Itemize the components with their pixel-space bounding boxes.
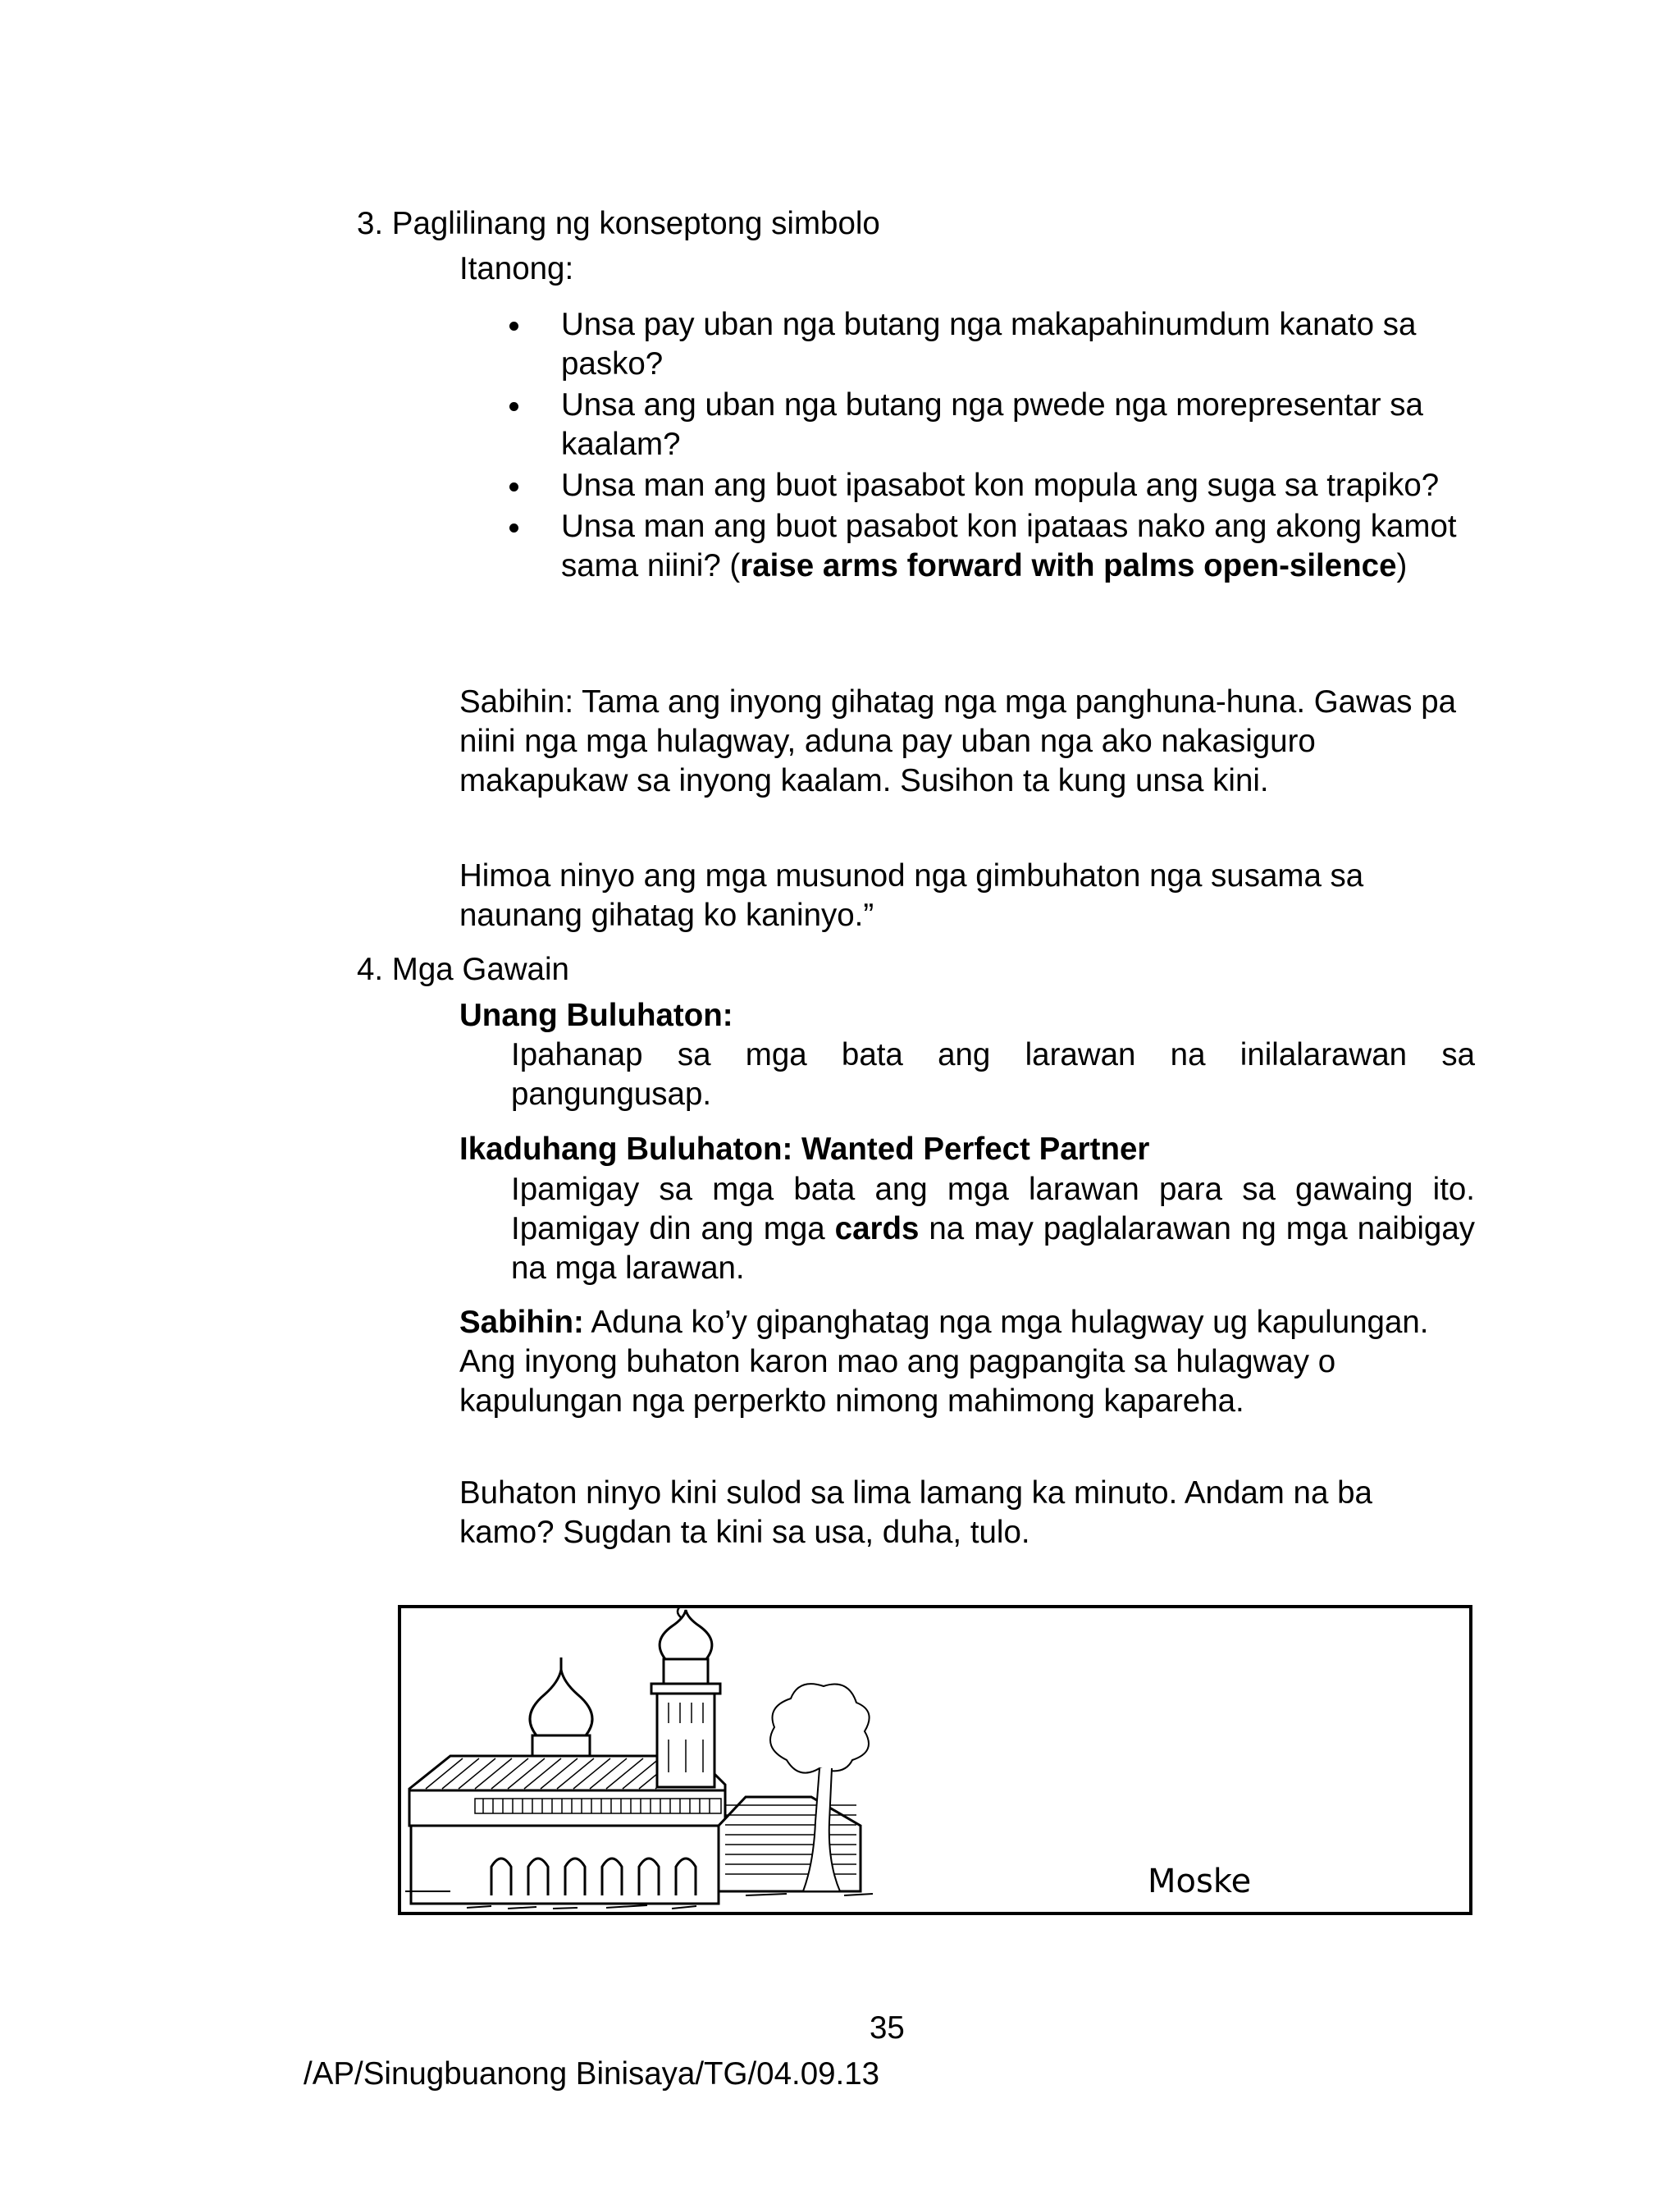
figure-caption: Moske [1148, 1863, 1252, 1900]
document-code: /AP/Sinugbuanong Binisaya/TG/04.09.13 [304, 2056, 880, 2092]
unang-buluhaton-text: Ipahanap sa mga bata ang larawan na inilalarawan sa pangungusap. [511, 1037, 1475, 1112]
bullet-icon [509, 402, 518, 411]
list-item: Unsa man ang buot pasabot kon ipataas nako ang akong kamot sama niini? (raise arms forward with palms open-silence) [459, 507, 1463, 586]
bullet-icon [509, 523, 518, 533]
question-list [459, 305, 1477, 588]
ikaduhang-buluhaton-text: Ipamigay sa mga bata ang mga larawan para sa gawaing ito. Ipamigay din ang mga cards na may paglalarawan ng mga naibigay na mga larawan. [511, 1172, 1475, 1286]
sabihin-paragraph: Sabihin: Tama ang inyong gihatag nga mga panghuna-huna. Gawas pa niini nga mga hulagway, aduna pay uban nga ako nakasiguro makapukaw sa inyong kaalam. Susihon ta kung unsa kini. [459, 684, 1457, 798]
section-4-heading: 4. Mga Gawain [357, 952, 569, 987]
list-item: Unsa man ang buot ipasabot kon mopula ang suga sa trapiko? [459, 466, 1463, 505]
itanong-label: Itanong: [459, 251, 574, 286]
bullet-icon [509, 322, 518, 331]
bullet-icon [509, 482, 518, 491]
figure-box [398, 1605, 1472, 1915]
page-number: 35 [870, 2010, 905, 2046]
himoa-paragraph: Himoa ninyo ang mga musunod nga gimbuhaton nga susama sa naunang gihatag ko kaninyo.” [459, 858, 1364, 933]
buhaton-paragraph: Buhaton ninyo kini sulod sa lima lamang ka minuto. Andam na ba kamo? Sugdan ta kini sa usa, duha, tulo. [459, 1475, 1372, 1550]
unang-buluhaton-title: Unang Buluhaton: [459, 998, 733, 1033]
list-item: Unsa ang uban nga butang nga pwede nga morepresentar sa kaalam? [459, 386, 1463, 464]
list-item: Unsa pay uban nga butang nga makapahinumdum kanato sa pasko? [459, 305, 1463, 384]
ikaduhang-buluhaton-title: Ikaduhang Buluhaton: Wanted Perfect Partner [459, 1132, 1150, 1167]
sabihin-instructions: Sabihin: Aduna ko’y gipanghatag nga mga hulagway ug kapulungan. Ang inyong buhaton karon mao ang pagpangita sa hulagway o kapulungan nga perperkto nimong mahimong kapareha. [459, 1305, 1429, 1419]
section-3-heading: 3. Paglilinang ng konseptong simbolo [357, 206, 880, 241]
mosque-drawing-icon [401, 1608, 1469, 1912]
